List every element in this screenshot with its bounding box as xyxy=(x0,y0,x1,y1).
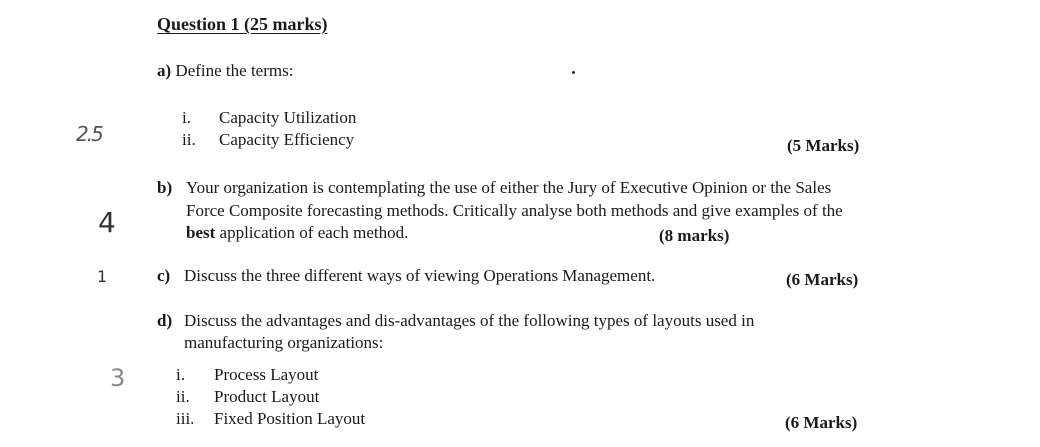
part-a-item-text: Capacity Utilization xyxy=(219,108,357,127)
handwritten-score-b: 4 xyxy=(98,206,116,239)
part-a-marks: (5 Marks) xyxy=(787,136,860,155)
part-d-line2: manufacturing organizations: xyxy=(184,333,384,352)
part-d-letter: d) xyxy=(157,311,173,330)
part-a-item-text: Capacity Efficiency xyxy=(219,130,355,149)
part-d-line1: Discuss the advantages and dis-advantages of the following types of layouts used in xyxy=(184,311,755,330)
part-d-marks: (6 Marks) xyxy=(785,413,858,432)
part-b-bold-word: best xyxy=(186,223,216,242)
part-b-letter: b) xyxy=(157,178,173,197)
part-b-line3 xyxy=(186,223,408,243)
handwritten-score-a: 2.5 xyxy=(76,122,102,146)
part-a xyxy=(157,61,293,81)
part-b-line3-rest: application of each method. xyxy=(215,223,409,242)
part-c-marks: (6 Marks) xyxy=(786,270,859,289)
stray-mark xyxy=(572,71,575,74)
part-c-letter: c) xyxy=(157,266,171,285)
part-c-text: Discuss the three different ways of viewing Operations Management. xyxy=(184,266,656,285)
handwritten-score-d: 3 xyxy=(110,364,126,392)
part-d-item-text: Process Layout xyxy=(214,365,319,384)
part-b-line2: Force Composite forecasting methods. Critically analyse both methods and give examples of the xyxy=(186,201,843,220)
part-b-line1: Your organization is contemplating the use of either the Jury of Executive Opinion or the Sales xyxy=(186,178,832,197)
question-title: Question 1 (25 marks) xyxy=(157,14,328,34)
part-d-item-text: Product Layout xyxy=(214,387,320,406)
part-d-item-text: Fixed Position Layout xyxy=(214,409,366,428)
part-a-text: Define the terms: xyxy=(175,61,294,80)
part-a-letter: a) xyxy=(157,61,172,80)
handwritten-score-c: 1 xyxy=(97,267,108,286)
part-d-item-num: i. xyxy=(176,365,185,384)
part-d-item-num: ii. xyxy=(176,387,190,406)
part-d-item-num: iii. xyxy=(176,409,195,428)
part-b-marks: (8 marks) xyxy=(659,226,730,245)
part-a-item-num: ii. xyxy=(182,130,196,149)
part-a-item-num: i. xyxy=(182,108,191,127)
